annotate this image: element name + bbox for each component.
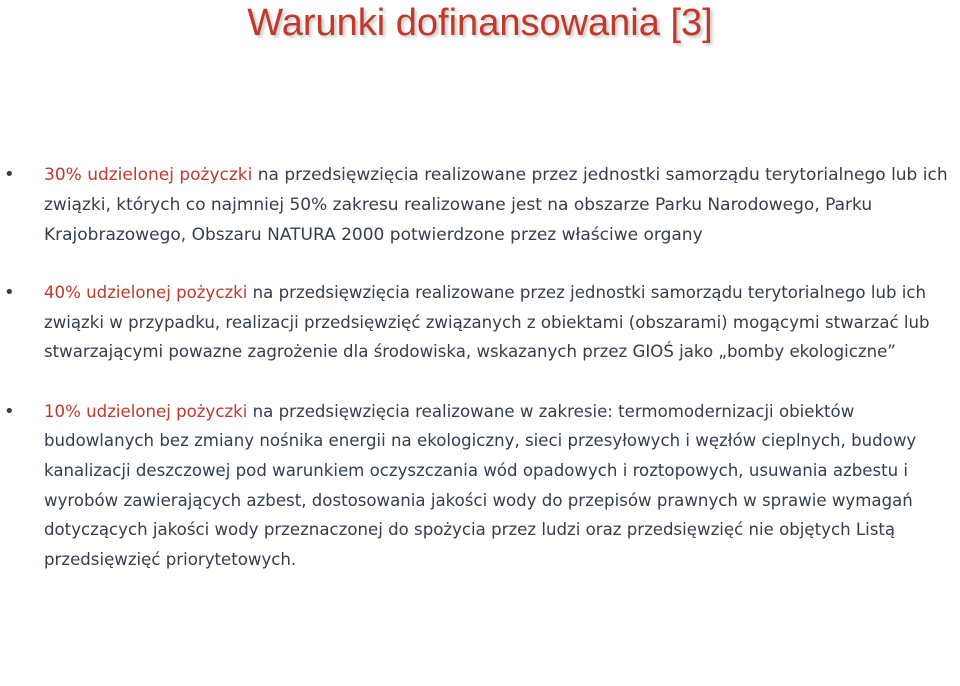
bullet-dot-icon: • (4, 400, 15, 422)
bullet-highlight: 40% udzielonej pożyczki (44, 283, 248, 302)
bullet-item (0, 278, 960, 367)
page-title: Warunki dofinansowania [3] (247, 2, 713, 44)
bullet-text: na przedsięwzięcia realizowane przez jednostki samorządu terytorialnego lub ich związki, których co najmniej 50% zakresu realizowane jest na obszarze Parku Narodowego, Parku Krajobrazowego, Obszaru NATURA 2000 potwierdzone przez właściwe organy (44, 165, 948, 245)
bullet-dot-icon: • (4, 164, 15, 185)
bullet-item (0, 160, 960, 250)
bullet-text: na przedsięwzięcia realizowane przez jednostki samorządu terytorialnego lub ich związki w przypadku, realizacji przedsięwzięć związanych z obiektami (obszarami) mogącymi stwarzać lub stwarzającymi powazne zagrożenie dla środowiska, wskazanych przez GIOŚ jako „bomby ekologiczne” (44, 283, 930, 362)
bullet-dot-icon: • (4, 282, 15, 303)
bullet-item (0, 397, 960, 575)
bullet-text: na przedsięwzięcia realizowane w zakresie: termomodernizacji obiektów budowlanych bez zmiany nośnika energii na ekologiczny, sieci przesyłowych i węzłów cieplnych, budowy kanalizacji deszczowej pod warunkiem oczyszczania wód opadowych i roztopowych, usuwania azbestu i wyrobów zawierających azbest, dostosowania jakości wody do przepisów prawnych w sprawie wymagań dotyczących jakości wody przeznaczonej do spożycia przez ludzi oraz przedsięwzięć nie objętych Listą przedsięwzięć priorytetowych. (44, 401, 917, 569)
bullet-highlight: 30% udzielonej pożyczki (44, 165, 253, 185)
bullet-highlight: 10% udzielonej pożyczki (44, 401, 248, 421)
bullet-list (0, 160, 960, 574)
